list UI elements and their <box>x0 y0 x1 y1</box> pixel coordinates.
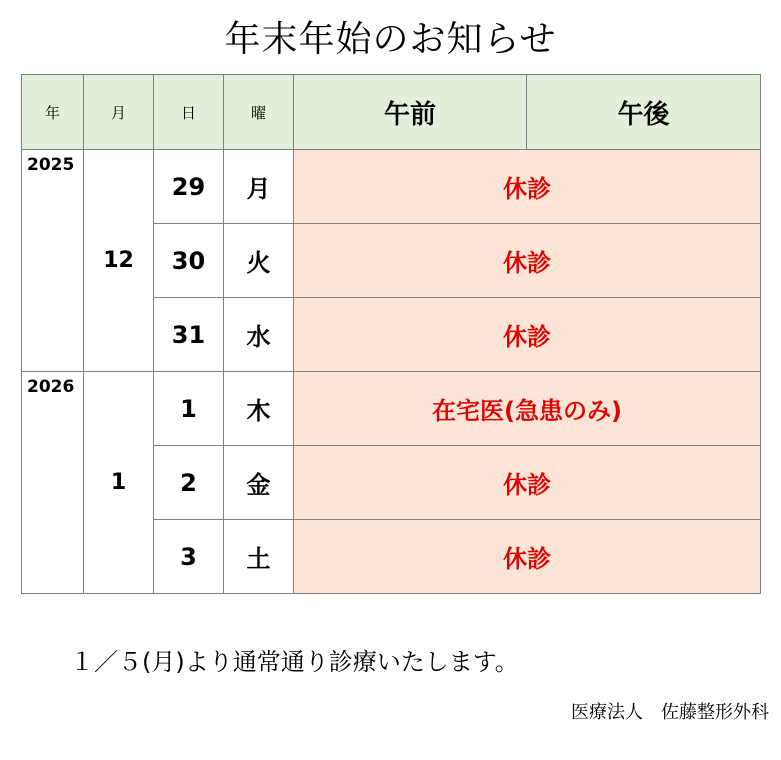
header-year: 年 <box>22 75 84 150</box>
day-cell: 31 <box>154 298 224 372</box>
header-am: 午前 <box>294 75 527 150</box>
table-header-row <box>22 75 761 150</box>
resume-notice: １／５(月)より通常通り診療いたします。 <box>70 648 519 676</box>
status-cell: 休診 <box>294 446 761 520</box>
weekday-cell: 水 <box>224 298 294 372</box>
weekday-cell: 土 <box>224 520 294 594</box>
day-cell: 1 <box>154 372 224 446</box>
year-cell: 2025 <box>22 150 84 372</box>
status-cell: 休診 <box>294 298 761 372</box>
table-row <box>22 372 761 446</box>
weekday-cell: 火 <box>224 224 294 298</box>
status-cell: 休診 <box>294 224 761 298</box>
day-cell: 3 <box>154 520 224 594</box>
day-cell: 30 <box>154 224 224 298</box>
header-pm: 午後 <box>527 75 761 150</box>
status-cell: 休診 <box>294 520 761 594</box>
day-cell: 2 <box>154 446 224 520</box>
schedule-table <box>21 74 761 594</box>
year-cell: 2026 <box>22 372 84 594</box>
header-day: 日 <box>154 75 224 150</box>
clinic-name: 医療法人 佐藤整形外科 <box>571 702 769 723</box>
weekday-cell: 木 <box>224 372 294 446</box>
header-weekday: 曜 <box>224 75 294 150</box>
table-row <box>22 150 761 224</box>
month-cell: 12 <box>84 150 154 372</box>
weekday-cell: 金 <box>224 446 294 520</box>
header-month: 月 <box>84 75 154 150</box>
page-title: 年末年始のお知らせ <box>224 19 557 60</box>
day-cell: 29 <box>154 150 224 224</box>
status-cell: 休診 <box>294 150 761 224</box>
weekday-cell: 月 <box>224 150 294 224</box>
month-cell: 1 <box>84 372 154 594</box>
status-cell: 在宅医(急患のみ) <box>294 372 761 446</box>
